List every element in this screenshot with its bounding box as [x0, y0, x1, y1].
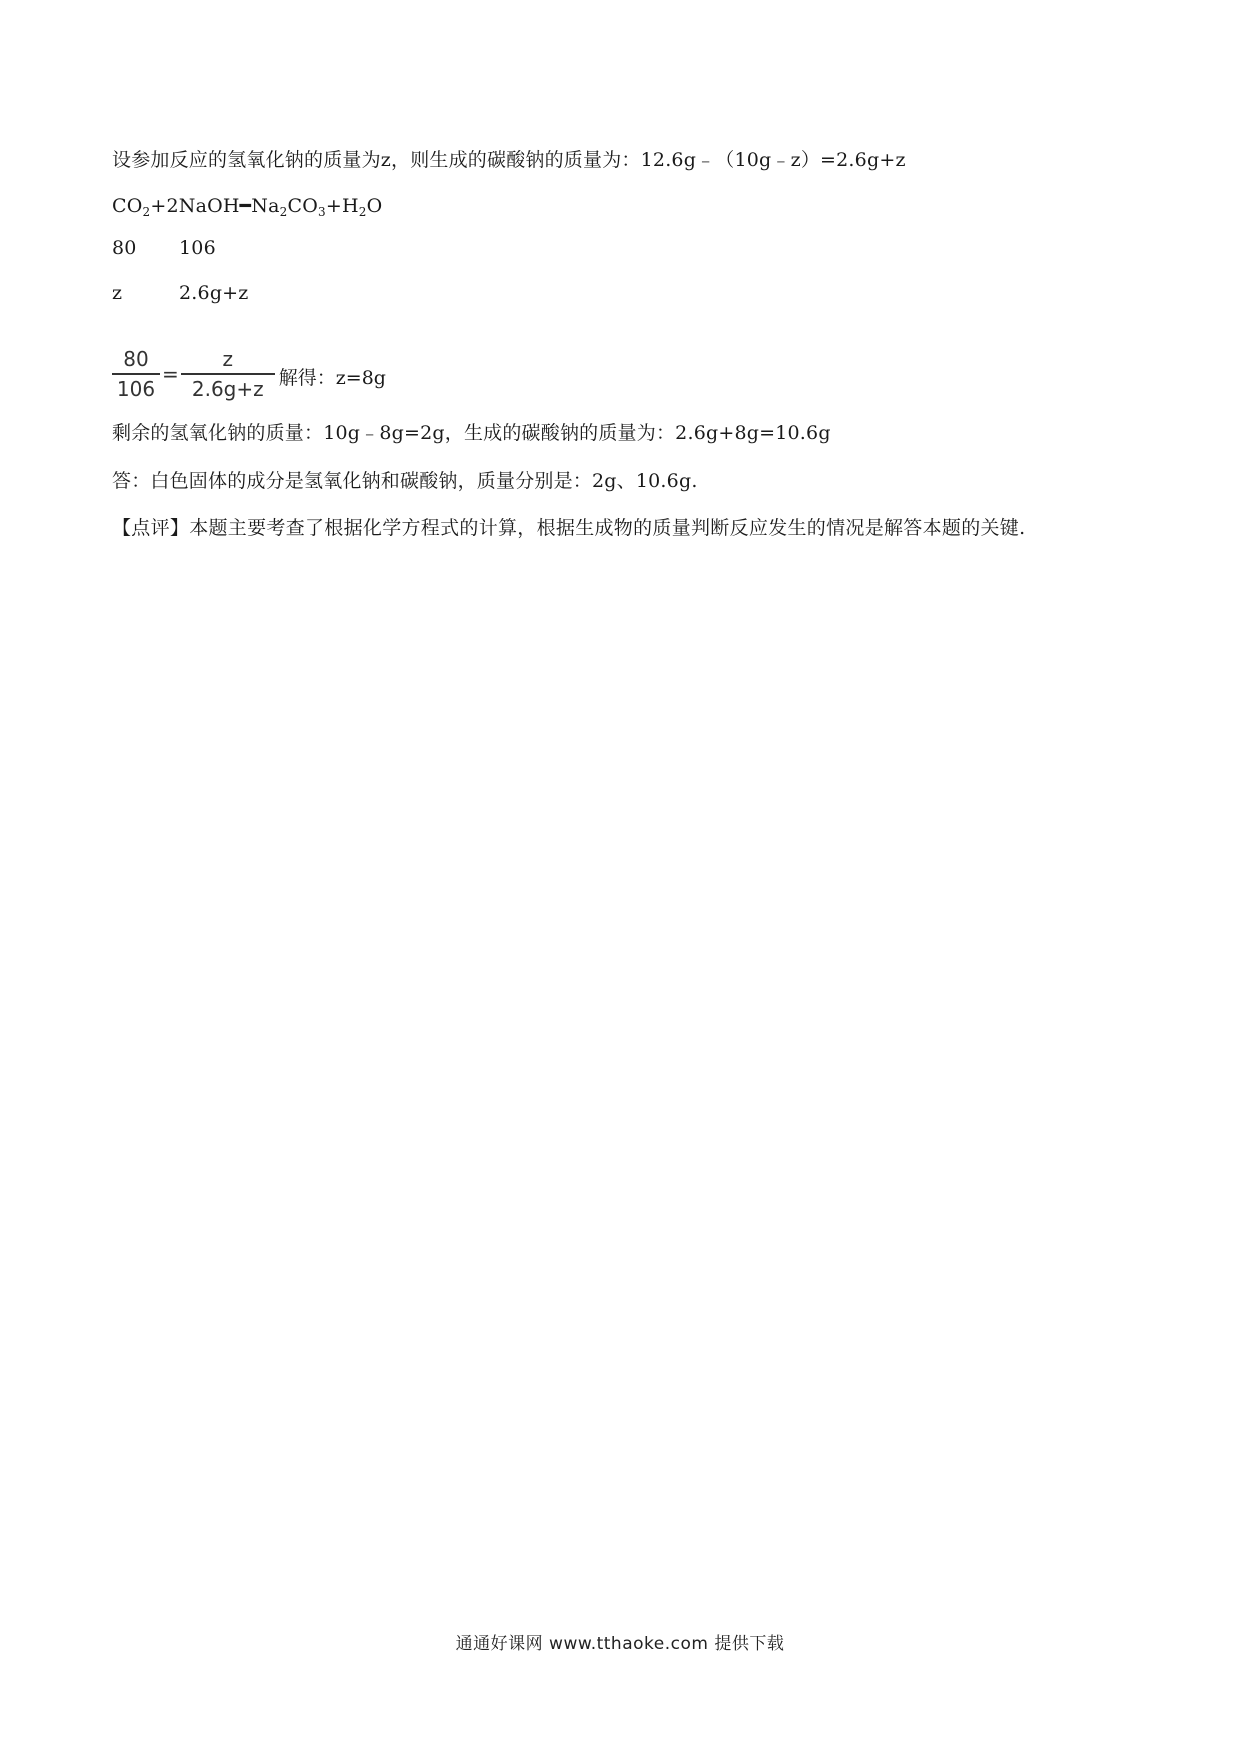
equation-part: +2NaOH━Na: [150, 195, 280, 217]
fraction-left-numerator: 80: [123, 347, 149, 371]
text-line-setup: 设参加反应的氢氧化钠的质量为z，则生成的碳酸钠的质量为：12.6g﹣（10g﹣z）=2.6g+z: [112, 149, 906, 171]
equation-subscript: 2: [358, 205, 367, 219]
equation-part: O: [366, 195, 383, 217]
equation-part: CO: [112, 195, 143, 217]
equation-part: +H: [325, 195, 359, 217]
equation-part: CO: [287, 195, 319, 217]
solution-text: 解得：z=8g: [278, 366, 386, 389]
unknown-mass-na2co3: 2.6g+z: [179, 282, 249, 304]
text-line-answer: 答：白色固体的成分是氢氧化钠和碳酸钠，质量分别是：2g、10.6g.: [112, 470, 698, 492]
molar-mass-na2co3: 106: [179, 237, 216, 259]
equation-subscript: 3: [318, 205, 326, 219]
unknown-mass-row: [112, 280, 412, 306]
fraction-left: [112, 347, 160, 401]
unknown-mass-naoh: z: [112, 282, 123, 304]
equals-sign: =: [162, 362, 179, 386]
proportion-equation: [112, 346, 386, 402]
fraction-left-denominator: 106: [112, 373, 160, 401]
molar-mass-row: [112, 235, 412, 261]
page-footer: 通通好课网 www.tthaoke.com 提供下载: [455, 1634, 785, 1654]
equation-subscript: 2: [279, 205, 288, 219]
equation-subscript: 2: [142, 205, 151, 219]
text-line-remaining: 剩余的氢氧化钠的质量：10g﹣8g=2g，生成的碳酸钠的质量为：2.6g+8g=10.6g: [112, 422, 831, 444]
comment-paragraph: 【点评】本题主要考查了根据化学方程式的计算，根据生成物的质量判断反应发生的情况是解答本题的关键.: [112, 517, 1026, 539]
molar-mass-naoh: 80: [112, 237, 137, 259]
fraction-right-denominator: 2.6g+z: [181, 373, 275, 401]
chemical-equation: [112, 193, 382, 219]
fraction-right-numerator: z: [222, 347, 234, 371]
fraction-right: [181, 347, 275, 401]
